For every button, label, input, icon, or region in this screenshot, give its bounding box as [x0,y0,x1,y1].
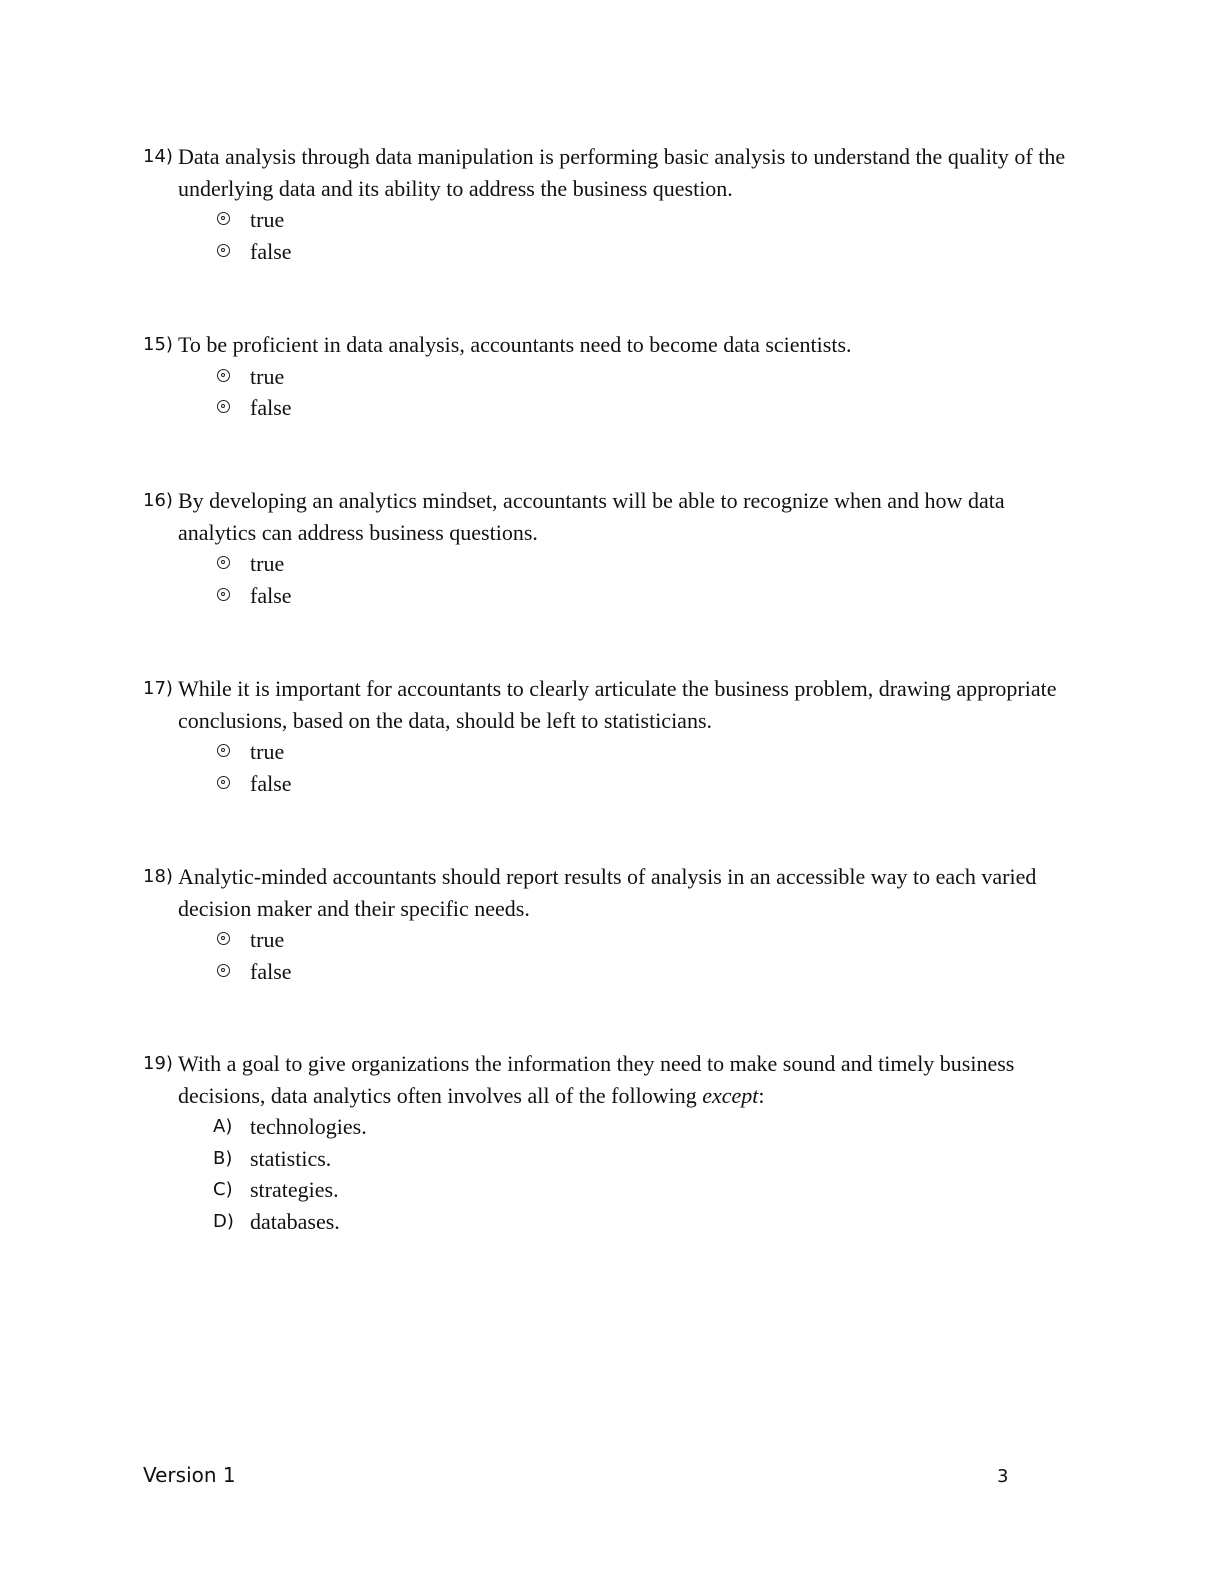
question-stem [143,329,1083,361]
question-number: 15) [143,334,173,355]
question-17 [143,673,1083,799]
option-false[interactable] [143,956,1083,988]
option-list [143,204,1083,267]
option-list [143,924,1083,987]
question-14 [143,141,1083,267]
option-label: true [250,927,285,952]
question-number: 14) [143,146,173,167]
option-label: databases. [250,1208,340,1234]
question-stem [143,141,1083,204]
question-text: While it is important for accountants to clearly articulate the business problem, drawing appropriate conclusions, based on the data, should be left to statisticians. [178,676,1057,733]
option-list [143,361,1083,424]
radio-button-icon[interactable] [217,556,230,569]
radio-button-icon[interactable] [217,932,230,945]
option-list [143,736,1083,799]
radio-button-icon[interactable] [217,244,230,257]
option-label: true [250,551,285,576]
option-label: strategies. [250,1177,339,1202]
question-16 [143,485,1083,611]
question-stem [143,485,1083,548]
question-text: Analytic-minded accountants should report results of analysis in an accessible way to each varied decision maker and their specific needs. [178,864,1037,921]
question-stem [143,673,1083,736]
option-label: true [250,739,285,764]
option-false[interactable] [143,236,1083,268]
question-18 [143,861,1083,987]
option-label: false [250,395,292,420]
question-text: Data analysis through data manipulation is performing basic analysis to understand the quality of the underlying data and its ability to address the business question. [178,144,1066,201]
option-label: true [250,363,285,389]
option-label: false [250,582,292,608]
option-a[interactable] [143,1111,1083,1143]
question-number: 16) [143,490,173,511]
question-19 [143,1048,1083,1237]
radio-button-icon[interactable] [217,400,230,413]
question-text: By developing an analytics mindset, accountants will be able to recognize when and how data analytics can address business questions. [178,488,1005,545]
option-label: technologies. [250,1114,367,1139]
radio-button-icon[interactable] [217,369,230,382]
question-number: 19) [143,1053,173,1074]
question-number: 18) [143,866,173,887]
page-number: 3 [997,1466,1009,1487]
option-true[interactable] [143,736,1083,768]
option-letter: C) [213,1179,233,1200]
option-label: false [250,238,292,264]
option-true[interactable] [143,548,1083,580]
option-false[interactable] [143,768,1083,800]
radio-button-icon[interactable] [217,212,230,225]
question-text-emphasis: except [702,1082,759,1108]
option-label: false [250,770,292,796]
option-c[interactable] [143,1174,1083,1206]
option-false[interactable] [143,392,1083,424]
radio-button-icon[interactable] [217,744,230,757]
question-text-end: : [758,1082,765,1108]
question-stem [143,861,1083,924]
radio-button-icon[interactable] [217,776,230,789]
option-list [143,548,1083,611]
option-list [143,1111,1083,1237]
option-label: false [250,958,292,984]
option-false[interactable] [143,580,1083,612]
radio-button-icon[interactable] [217,964,230,977]
question-text [178,1048,1083,1111]
option-label: true [250,207,285,232]
option-label: statistics. [250,1145,332,1171]
option-b[interactable] [143,1143,1083,1175]
footer-version: Version 1 [143,1463,236,1487]
option-true[interactable] [143,204,1083,236]
question-text: To be proficient in data analysis, accountants need to become data scientists. [178,332,852,357]
radio-button-icon[interactable] [217,588,230,601]
option-true[interactable] [143,924,1083,956]
option-letter: D) [213,1210,234,1232]
question-text-main: With a goal to give organizations the information they need to make sound and timely business decisions, data analytics often involves all of the following [178,1051,1015,1108]
question-stem [143,1048,1083,1111]
option-letter: A) [213,1116,233,1137]
question-number: 17) [143,678,173,699]
question-15 [143,329,1083,424]
option-letter: B) [213,1147,233,1169]
option-true[interactable] [143,361,1083,393]
option-d[interactable] [143,1206,1083,1238]
